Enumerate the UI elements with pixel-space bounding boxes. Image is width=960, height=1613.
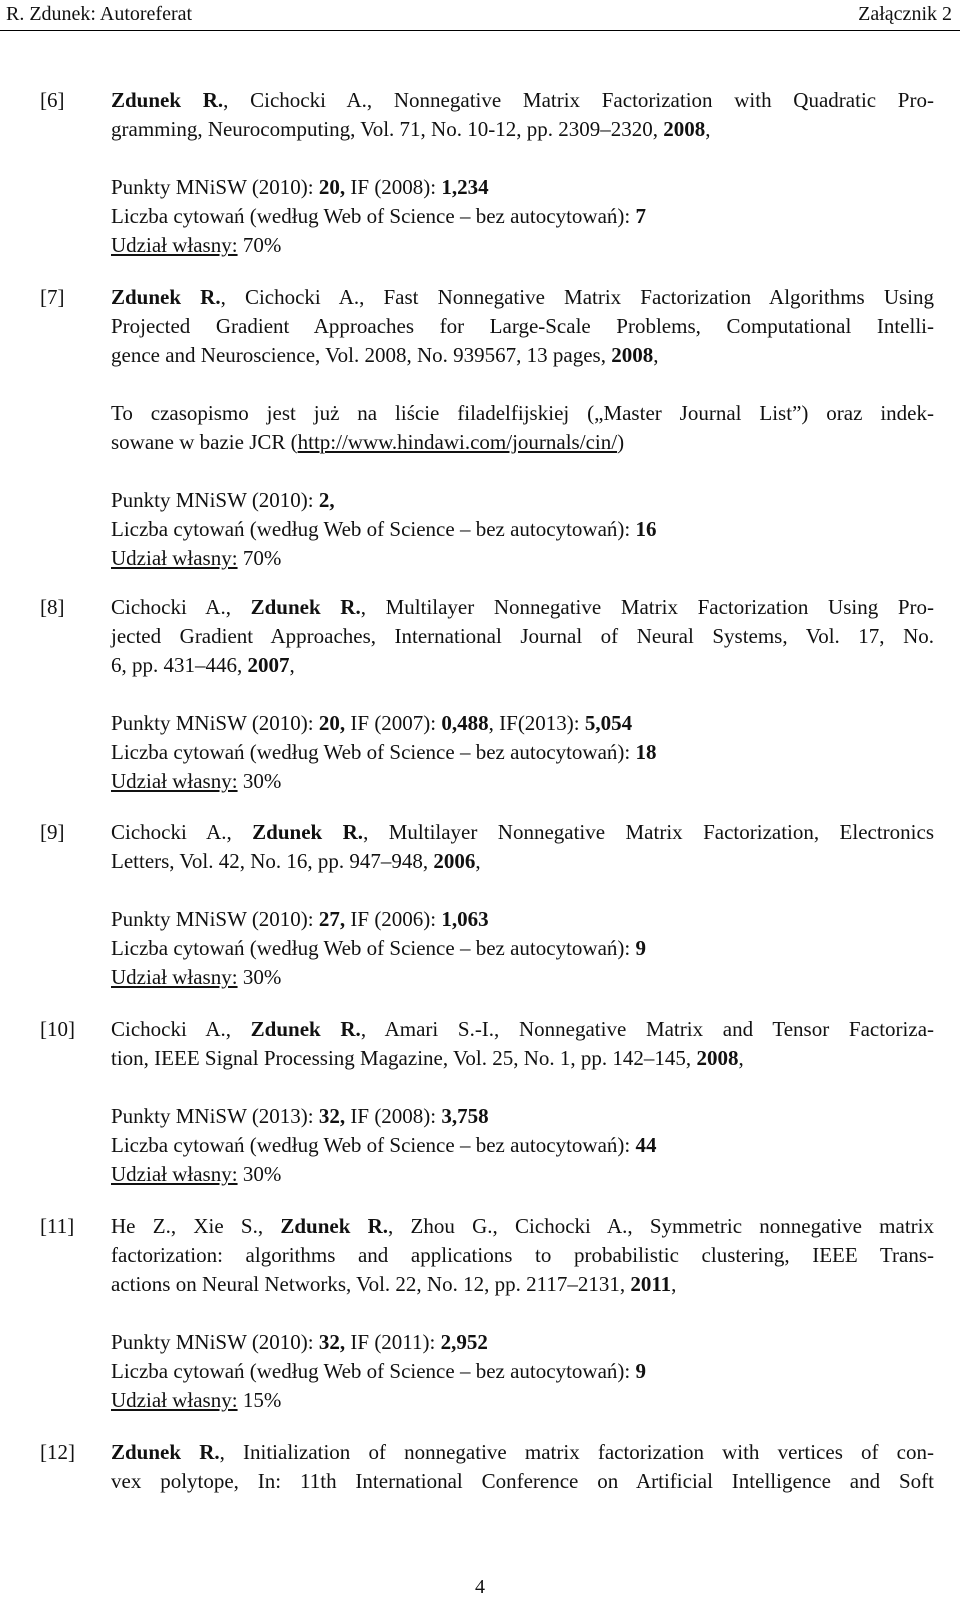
citation-text: Cichocki A., — [111, 820, 253, 844]
citation-text: gence and Neuroscience, Vol. 2008, No. 939567, 13 pages, — [111, 343, 612, 367]
if-label: IF (2011): — [345, 1330, 441, 1354]
citations-value: 18 — [635, 740, 657, 764]
share-line — [111, 963, 934, 992]
reference-number: [9] — [40, 820, 65, 844]
reference-body — [111, 1438, 934, 1496]
header-author-title: R. Zdunek: Autoreferat — [6, 3, 193, 25]
note-text: sowane w bazie JCR ( — [111, 430, 298, 454]
share-value: 30% — [237, 769, 282, 793]
citation-line-1 — [111, 86, 934, 115]
author-highlight: Zdunek R. — [250, 1017, 361, 1041]
metrics-line — [111, 709, 934, 738]
reference-number: [10] — [40, 1017, 75, 1041]
citations-line — [111, 1357, 934, 1386]
citation-line-1 — [111, 283, 934, 312]
publication-year: 2011 — [630, 1272, 672, 1296]
citations-label: Liczba cytowań (według Web of Science – bez autocytowań): — [111, 1133, 636, 1157]
if-label: IF (2008): — [345, 1104, 442, 1128]
citation-text: He Z., Xie S., — [111, 1214, 281, 1238]
citations-label: Liczba cytowań (według Web of Science – bez autocytowań): — [111, 1359, 636, 1383]
citations-line — [111, 738, 934, 767]
citation-line-2: Projected Gradient Approaches for Large-Scale Problems, Computational Intelli- — [111, 314, 934, 338]
points-value: 2, — [318, 488, 335, 512]
journal-note-line-2 — [111, 428, 934, 457]
page-header — [0, 0, 960, 31]
citations-value: 16 — [635, 517, 657, 541]
reference-body — [111, 283, 934, 573]
citation-text: Letters, Vol. 42, No. 16, pp. 947–948, — [111, 849, 434, 873]
if-value: 3,758 — [441, 1104, 489, 1128]
citation-line-1 — [111, 1015, 934, 1044]
citations-value: 44 — [635, 1133, 657, 1157]
share-line — [111, 544, 934, 573]
citations-value: 9 — [635, 1359, 646, 1383]
if-label: IF (2006): — [345, 907, 442, 931]
reference-body — [111, 86, 934, 260]
share-label: Udział własny: — [111, 769, 238, 793]
share-line — [111, 231, 934, 260]
share-label: Udział własny: — [111, 546, 238, 570]
if-value: 1,234 — [441, 175, 489, 199]
citation-line-1 — [111, 1212, 934, 1241]
points-year: (2010): — [246, 711, 319, 735]
citation-text: , Multilayer Nonnegative Matrix Factorization Using Pro- — [360, 595, 935, 619]
citation-text: actions on Neural Networks, Vol. 22, No. 12, pp. 2117–2131, — [111, 1272, 631, 1296]
page-number: 4 — [475, 1576, 485, 1598]
citation-line-3: gence and Neuroscience, Vol. 2008, No. 939567, 13 pages, 2008, — [111, 343, 659, 367]
citations-line — [111, 202, 934, 231]
if-value: 5,054 — [584, 711, 633, 735]
note-text: ) — [617, 430, 625, 454]
citation-text: tion, IEEE Signal Processing Magazine, Vol. 25, No. 1, pp. 142–145, — [111, 1046, 697, 1070]
citation-line-3: actions on Neural Networks, Vol. 22, No. 12, pp. 2117–2131, 2011, — [111, 1272, 677, 1296]
points-year: (2010): — [246, 175, 319, 199]
citation-text: , Cichocki A., Fast Nonnegative Matrix Factorization Algorithms Using — [220, 285, 934, 309]
if-label: IF (2008): — [345, 175, 442, 199]
metrics-line — [111, 173, 934, 202]
citation-text: , Initialization of nonnegative matrix factorization with vertices of con- — [219, 1440, 934, 1464]
author-highlight: Zdunek R. — [250, 595, 361, 619]
citation-line-1 — [111, 818, 934, 847]
publication-year: 2008 — [696, 1046, 739, 1070]
share-value: 30% — [237, 1162, 282, 1186]
points-value: 27, — [318, 907, 346, 931]
header-attachment-label: Załącznik 2 — [858, 3, 952, 25]
author-highlight: Zdunek R. — [111, 1440, 220, 1464]
citation-line-1 — [111, 1438, 934, 1467]
citation-text: , Multilayer Nonnegative Matrix Factorization, Electronics — [363, 820, 935, 844]
share-value: 15% — [237, 1388, 282, 1412]
points-label: Punkty MNiSW — [111, 175, 247, 199]
citation-line-3: 6, pp. 431–446, 2007, — [111, 653, 295, 677]
citation-line-2: factorization: algorithms and applications to probabilistic clustering, IEEE Trans- — [111, 1243, 934, 1267]
points-year: (2010): — [246, 907, 319, 931]
points-label: Punkty MNiSW — [111, 488, 247, 512]
points-value: 32, — [318, 1104, 346, 1128]
share-label: Udział własny: — [111, 1162, 238, 1186]
if-value: 1,063 — [441, 907, 489, 931]
share-label: Udział własny: — [111, 233, 238, 257]
author-highlight: Zdunek R. — [252, 820, 364, 844]
if-value: 0,488 — [441, 711, 489, 735]
points-year: (2010): — [246, 1330, 319, 1354]
citations-value: 9 — [635, 936, 646, 960]
citation-line-2: tion, IEEE Signal Processing Magazine, Vol. 25, No. 1, pp. 142–145, 2008, — [111, 1046, 744, 1070]
points-label: Punkty MNiSW — [111, 1330, 247, 1354]
points-year: (2013): — [246, 1104, 319, 1128]
citation-text: gramming, Neurocomputing, Vol. 71, No. 10-12, pp. 2309–2320, — [111, 117, 664, 141]
citation-line-2: Letters, Vol. 42, No. 16, pp. 947–948, 2006, — [111, 849, 481, 873]
citation-line-1 — [111, 593, 934, 622]
reference-body — [111, 593, 934, 796]
reference-number: [6] — [40, 88, 65, 112]
reference-number: [8] — [40, 595, 65, 619]
citation-line-2: vex polytope, In: 11th International Conference on Artificial Intelligence and Soft — [111, 1469, 934, 1493]
share-label: Udział własny: — [111, 1388, 238, 1412]
share-value: 70% — [237, 233, 282, 257]
points-value: 20, — [318, 175, 346, 199]
reference-body — [111, 1015, 934, 1189]
points-label: Punkty MNiSW — [111, 907, 247, 931]
reference-body — [111, 1212, 934, 1415]
share-value: 30% — [237, 965, 282, 989]
publication-year: 2008 — [611, 343, 654, 367]
author-highlight: Zdunek R. — [111, 285, 221, 309]
citations-label: Liczba cytowań (według Web of Science – bez autocytowań): — [111, 740, 636, 764]
if-label: IF (2007): — [345, 711, 442, 735]
journal-link[interactable]: http://www.hindawi.com/journals/cin/ — [297, 430, 618, 454]
publication-year: 2008 — [663, 117, 706, 141]
citations-line — [111, 515, 934, 544]
citations-label: Liczba cytowań (według Web of Science – bez autocytowań): — [111, 204, 636, 228]
points-value: 32, — [318, 1330, 346, 1354]
share-line — [111, 767, 934, 796]
reference-number: [11] — [40, 1214, 75, 1238]
publication-year: 2006 — [433, 849, 476, 873]
share-line — [111, 1160, 934, 1189]
points-label: Punkty MNiSW — [111, 711, 247, 735]
citation-text: , Zhou G., Cichocki A., Symmetric nonnegative matrix — [388, 1214, 934, 1238]
citation-line-2: jected Gradient Approaches, International Journal of Neural Systems, Vol. 17, No. — [111, 624, 934, 648]
if-value: 2,952 — [440, 1330, 488, 1354]
reference-number: [12] — [40, 1440, 75, 1464]
citation-text: Cichocki A., — [111, 595, 251, 619]
citations-value: 7 — [635, 204, 646, 228]
reference-number: [7] — [40, 285, 65, 309]
metrics-line — [111, 1102, 934, 1131]
citations-label: Liczba cytowań (według Web of Science – bez autocytowań): — [111, 517, 636, 541]
publication-year: 2007 — [247, 653, 290, 677]
metrics-line — [111, 1328, 934, 1357]
author-highlight: Zdunek R. — [111, 88, 224, 112]
citations-line — [111, 1131, 934, 1160]
share-line — [111, 1386, 934, 1415]
reference-body — [111, 818, 934, 992]
points-value: 20, — [318, 711, 346, 735]
citation-line-2: gramming, Neurocomputing, Vol. 71, No. 10-12, pp. 2309–2320, 2008, — [111, 117, 711, 141]
points-label: Punkty MNiSW — [111, 1104, 247, 1128]
citation-text: 6, pp. 431–446, — [111, 653, 248, 677]
points-year: (2010): — [246, 488, 319, 512]
citations-line — [111, 934, 934, 963]
metrics-line — [111, 486, 934, 515]
share-label: Udział własny: — [111, 965, 238, 989]
citations-label: Liczba cytowań (według Web of Science – bez autocytowań): — [111, 936, 636, 960]
citation-text: , Cichocki A., Nonnegative Matrix Factorization with Quadratic Pro- — [223, 88, 934, 112]
author-highlight: Zdunek R. — [280, 1214, 389, 1238]
citation-text: Cichocki A., — [111, 1017, 251, 1041]
share-value: 70% — [237, 546, 282, 570]
metrics-line — [111, 905, 934, 934]
citation-text: , Amari S.-I., Nonnegative Matrix and Tensor Factoriza- — [360, 1017, 935, 1041]
if-label: , IF(2013): — [488, 711, 585, 735]
journal-note-line-1: To czasopismo jest już na liście filadelfijskiej („Master Journal List”) oraz indek- — [111, 401, 934, 425]
